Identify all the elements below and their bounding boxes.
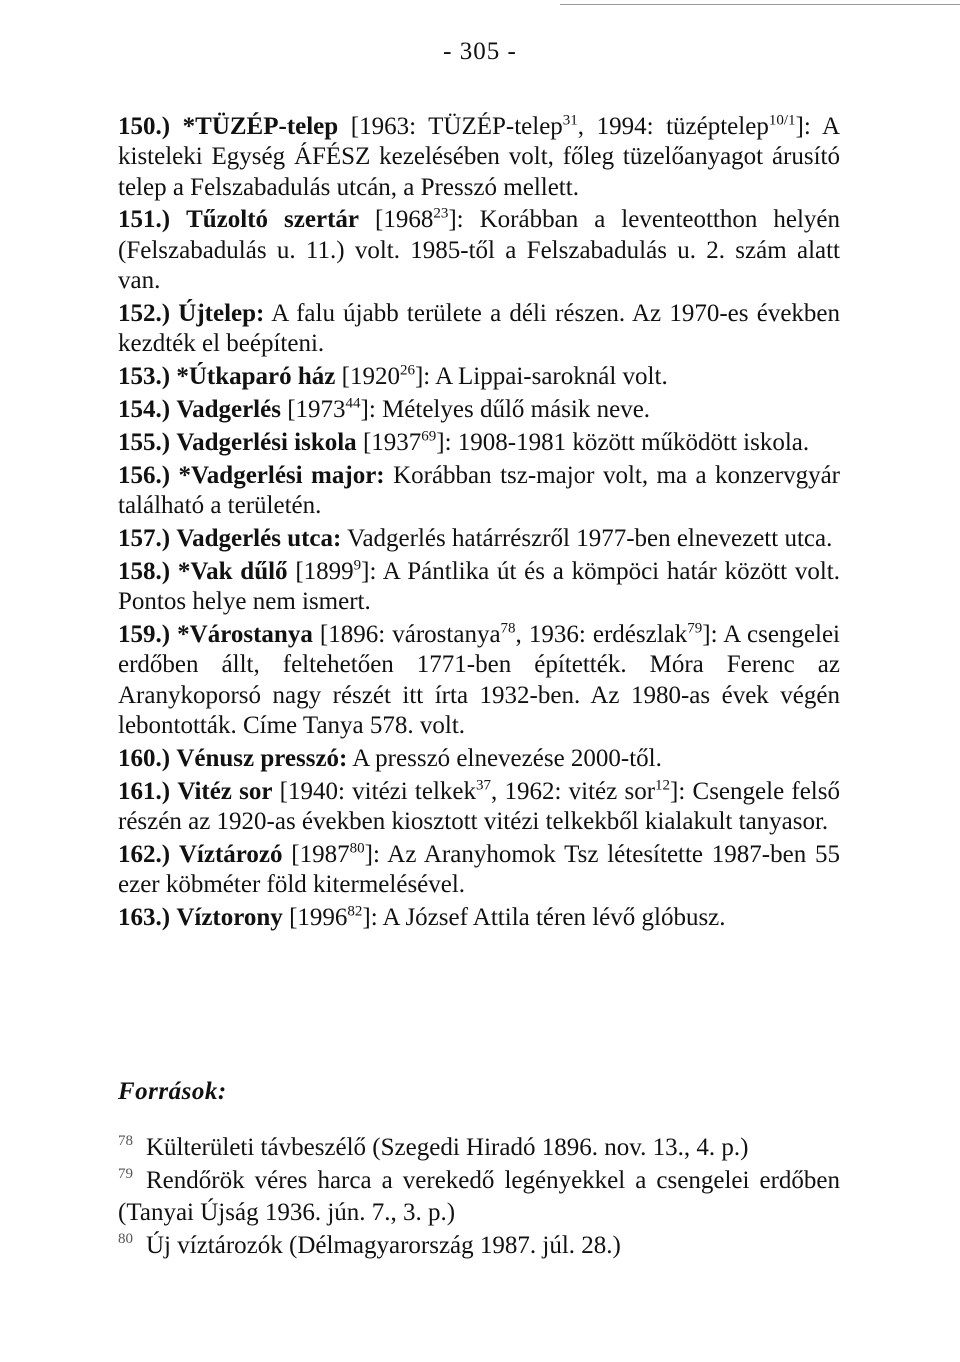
- entry-161: 161.) Vitéz sor [1940: vitézi telkek$^{37}$, 1962: vitéz sor$^{12}$]: Csengele felső részén az 1920-as években kiosztott vitézi telkekből kialakult tanyasor.: [118, 777, 840, 836]
- entry-160: 160.) Vénusz presszó: A presszó elnevezése 2000-től.: [118, 744, 662, 772]
- entry-list: [118, 112, 840, 936]
- entry-162: 162.) Víztározó [1987$^{80}$]: Az Aranyhomok Tsz létesítette 1987-ben 55 ezer köbméter föld kitermelésével.: [118, 840, 840, 899]
- entry-163: 163.) Víztorony [1996$^{82}$]: A József Attila téren lévő glóbusz.: [118, 903, 726, 932]
- footnotes: [118, 1132, 840, 1262]
- top-rule: [560, 4, 960, 5]
- sources-heading: Források:: [118, 1078, 227, 1105]
- entry-152: 152.) Újtelep: A falu újabb területe a déli részen. Az 1970-es években kezdték el beépíteni.: [118, 299, 841, 358]
- entry-159: 159.) *Várostanya [1896: várostanya$^{78}$, 1936: erdészlak$^{79}$]: A csengelei erdőben állt, feltehetően 1771-ben építették. Móra Ferenc az Aranykoporsó nagy részét itt írta 1932-ben. Az 1980-as évek végén lebontották. Címe Tanya 578. volt.: [118, 620, 841, 739]
- footnote-79: 79 Rendőrök véres harca a verekedő legényekkel a csengelei erdőben (Tanyai Újság 1936. jún. 7., 3. p.): [118, 1165, 840, 1227]
- entry-151: 151.) Tűzoltó szertár [1968$^{23}$]: Korábban a leventeotthon helyén (Felszabadulás u. 11.) volt. 1985-től a Felszabadulás u. 2. szám alatt van.: [118, 205, 841, 295]
- entry-157: 157.) Vadgerlés utca: Vadgerlés határrészről 1977-ben elnevezett utca.: [118, 525, 833, 553]
- entry-150: 150.) *TÜZÉP-telep [1963: TÜZÉP-telep$^{31}$, 1994: tüzéptelep$^{10/1}$]: A kisteleki Egység ÁFÉSZ kezelésében volt, főleg tüzelőanyagot árusító telep a Felszabadulás utcán, a Presszó mellett.: [118, 112, 841, 201]
- entry-156: 156.) *Vadgerlési major: Korábban tsz-major volt, ma a konzervgyár található a területén.: [118, 461, 840, 520]
- footnote-80: 80 Új víztározók (Délmagyarország 1987. júl. 28.): [118, 1231, 621, 1259]
- entry-153: 153.) *Útkaparó ház [1920$^{26}$]: A Lippai-saroknál volt.: [118, 362, 668, 391]
- page-number: - 305 -: [443, 38, 517, 65]
- entry-155: 155.) Vadgerlési iskola [1937$^{69}$]: 1908-1981 között működött iskola.: [118, 428, 810, 456]
- entry-154: 154.) Vadgerlés [1973$^{44}$]: Mételyes dűlő másik neve.: [118, 395, 651, 424]
- footnote-78: 78 Külterületi távbeszélő (Szegedi Hiradó 1896. nov. 13., 4. p.): [118, 1133, 749, 1161]
- entry-158: 158.) *Vak dűlő [1899$^9$]: A Pántlika út és a kömpöci határ között volt. Pontos helye nem ismert.: [118, 557, 841, 616]
